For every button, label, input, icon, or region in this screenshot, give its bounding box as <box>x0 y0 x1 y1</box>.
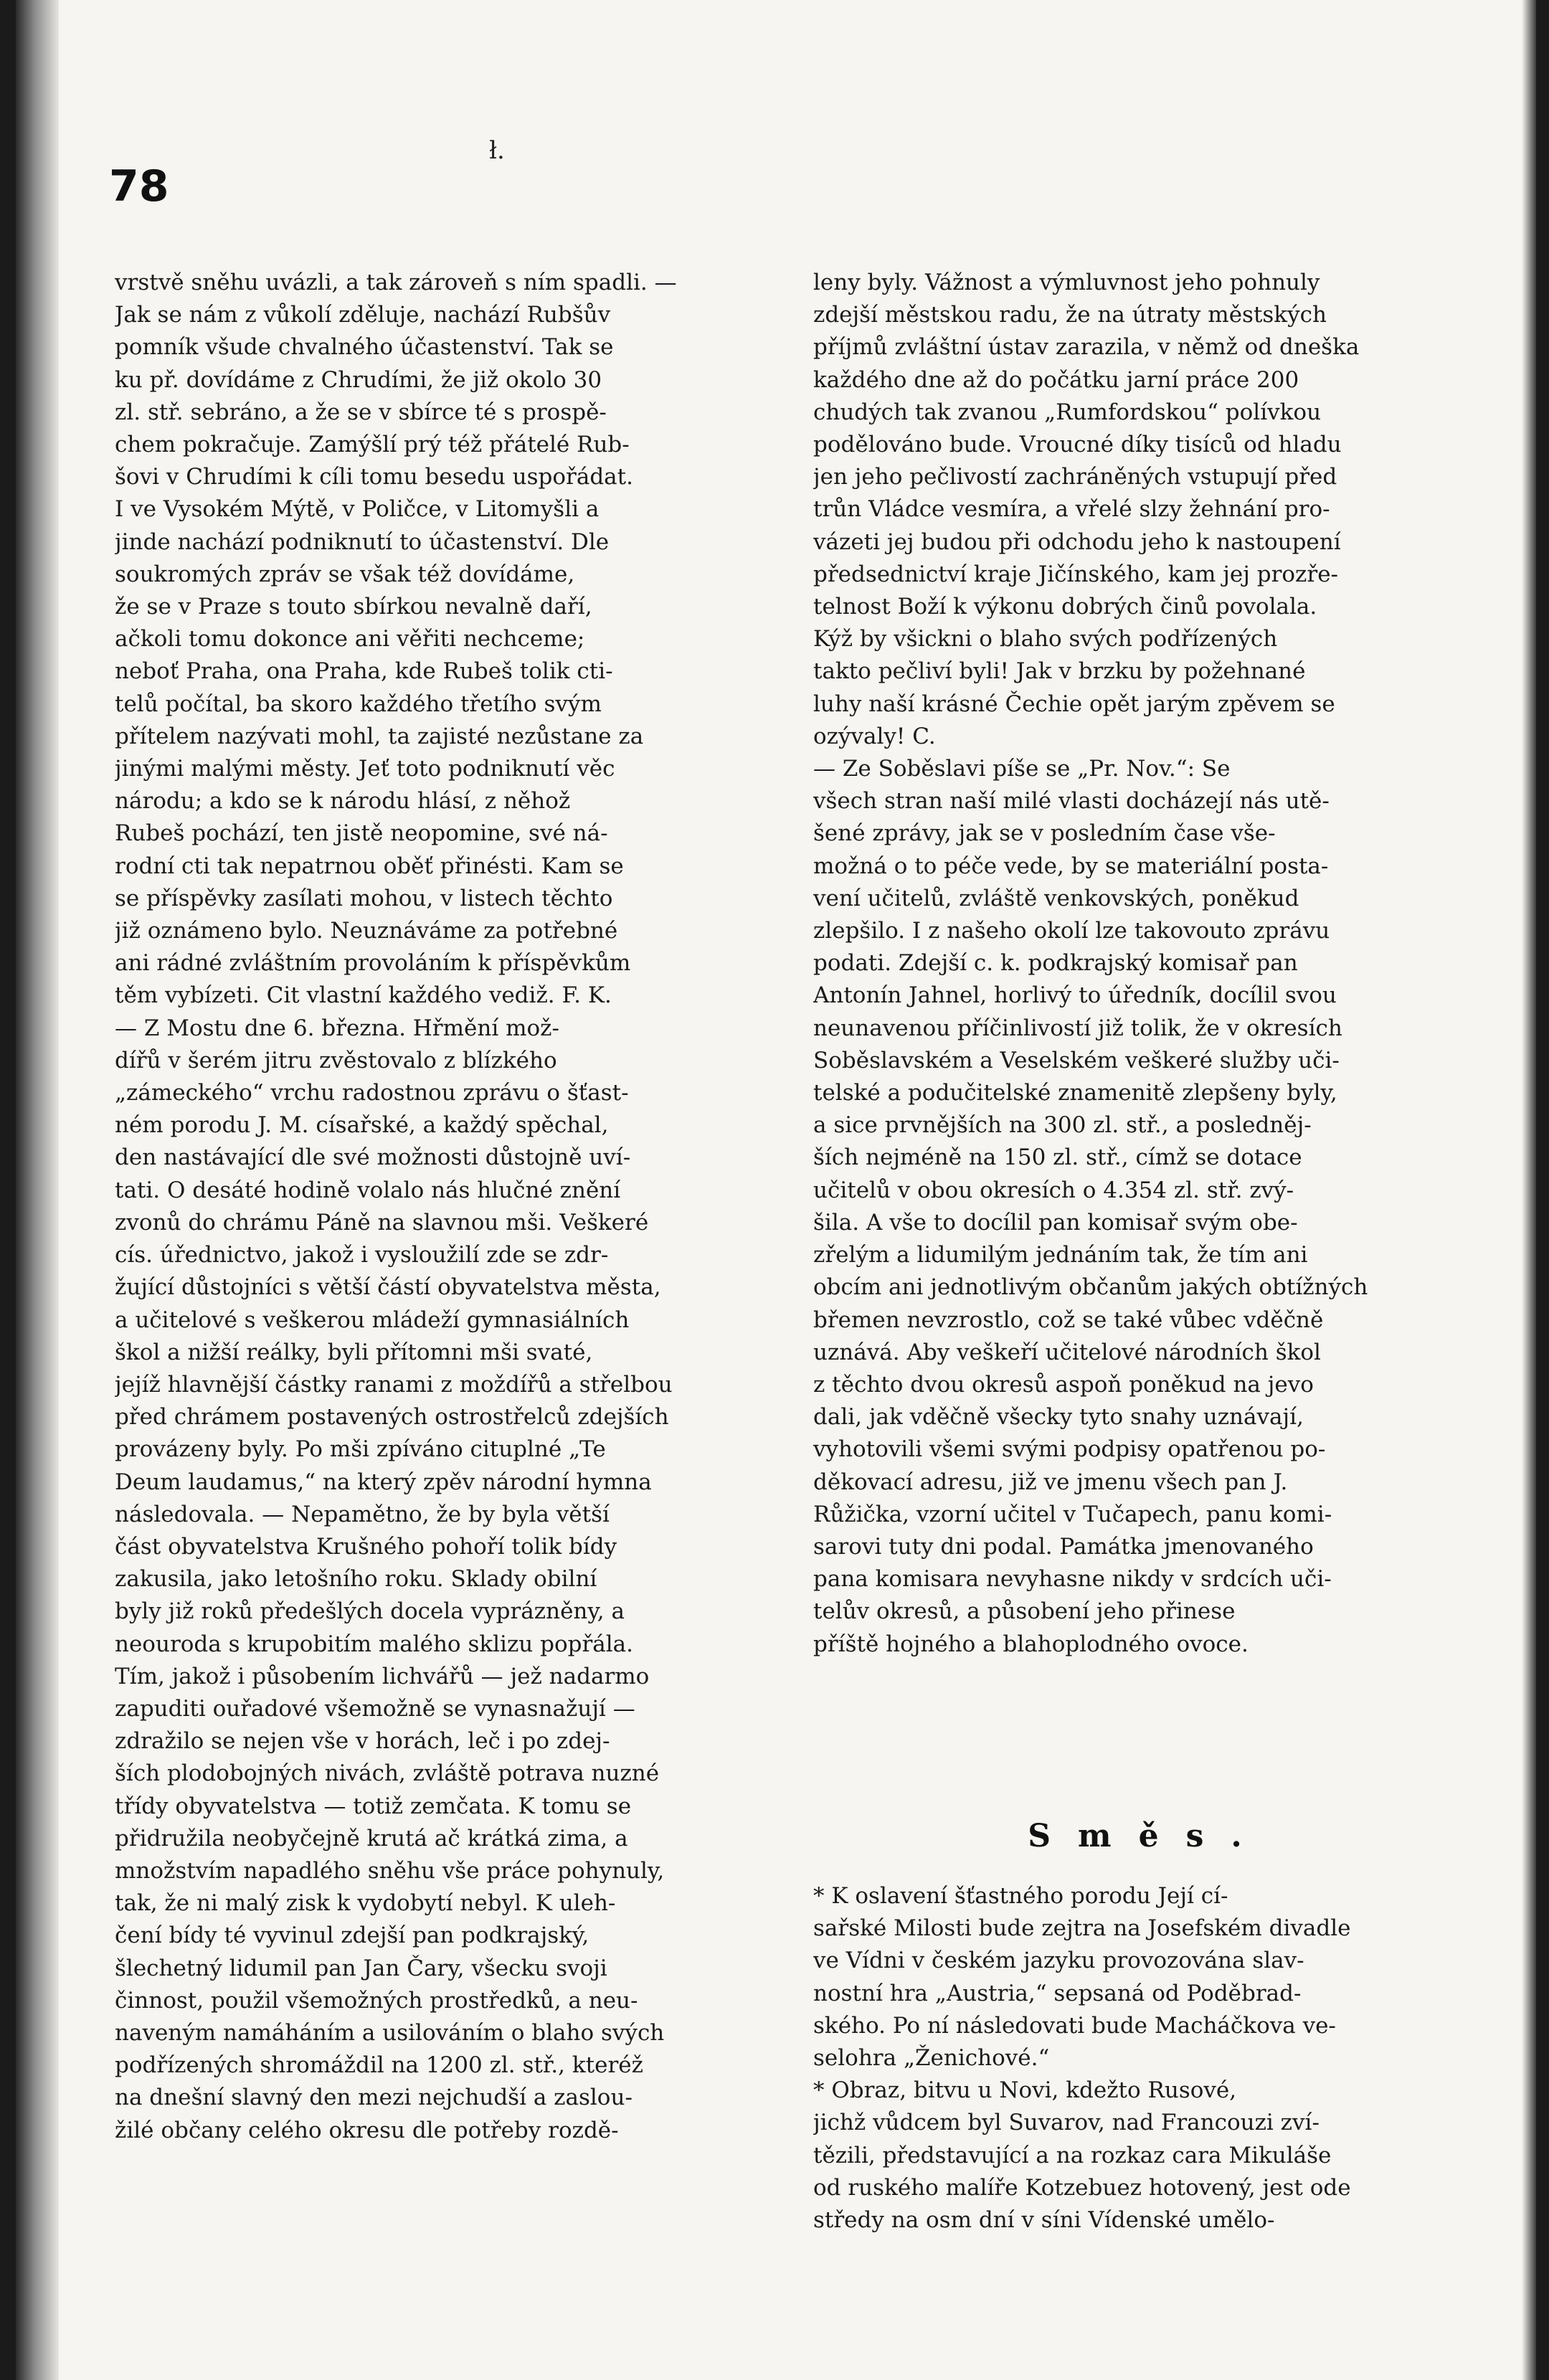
text-line: Tím, jakož i působením lichvářů — jež nadarmo <box>115 1663 650 1689</box>
text-line: leny byly. Vážnost a výmluvnost jeho pohnuly <box>813 270 1320 295</box>
text-line: od ruského malíře Kotzebuez hotovený, jest ode <box>813 2174 1351 2201</box>
text-line: šovi v Chrudími k cíli tomu besedu uspořádat. <box>115 464 633 490</box>
text-line: zdražilo se nejen vše v horách, leč i po zdej- <box>115 1728 610 1755</box>
text-line: ského. Po ní následovati bude Macháčkova ve- <box>813 2012 1336 2039</box>
page-number: 78 <box>109 161 169 212</box>
text-line: Jak se nám z vůkolí zděluje, nachází Rubšův <box>115 302 611 328</box>
text-line: zřelým a lidumilým jednáním tak, že tím ani <box>813 1242 1308 1269</box>
text-line: ku př. dovídáme z Chrudími, že již okolo 30 <box>115 366 602 393</box>
text-line: podřízených shromáždil na 1200 zl. stř., kteréž <box>115 2052 643 2079</box>
text-line: Rubeš pochází, ten jistě neopomine, své ná- <box>115 820 608 847</box>
text-line: provázeny byly. Po mši zpíváno cituplné „Te <box>115 1436 606 1463</box>
text-line: zakusila, jako letošního roku. Sklady obilní <box>115 1566 597 1593</box>
text-line: takto pečliví byli! Jak v brzku by požehnané <box>813 658 1306 685</box>
text-line: škol a nižší reálky, byli přítomni mši svaté, <box>115 1339 593 1365</box>
text-line: a učitelové s veškerou mládeží gymnasiálních <box>115 1307 630 1333</box>
text-line: pomník všude chvalného účastenství. Tak se <box>115 334 614 361</box>
text-line: přítelem nazývati mohl, ta zajisté nezůstane za <box>115 723 644 749</box>
text-line: podati. Zdejší c. k. podkrajský komisař pan <box>813 950 1298 977</box>
text-line: příště hojného a blahoplodného ovoce. <box>813 1631 1249 1657</box>
text-line: tězili, představující a na rozkaz cara Mikuláše <box>813 2142 1332 2168</box>
text-line: každého dne až do počátku jarní práce 200 <box>813 366 1299 393</box>
text-line: čení bídy té vyvinul zdejší pan podkrajský, <box>115 1923 589 1949</box>
text-line: ve Vídni v českém jazyku provozována slav- <box>813 1948 1304 1974</box>
text-line: žující důstojníci s větší částí obyvatelstva města, <box>115 1274 661 1301</box>
text-line: ném porodu J. M. císařské, a každý spěchal, <box>115 1112 609 1139</box>
text-line: selohra „Ženichové.“ <box>813 2045 1050 2072</box>
newspaper-page <box>16 0 1536 2380</box>
text-line: dířů v šerém jitru zvěstovalo z blízkého <box>115 1047 557 1073</box>
text-line: možná o to péče vede, by se materiální posta- <box>813 853 1329 879</box>
text-line: zapuditi ouřadové všemožně se vynasnažují — <box>115 1695 635 1722</box>
text-line: den nastávající dle své možnosti důstojně uví- <box>115 1144 631 1171</box>
text-line: ších nejméně na 150 zl. stř., címž se dotace <box>813 1144 1302 1171</box>
text-line: jejíž hlavnější částky ranami z moždířů a střelbou <box>115 1371 673 1398</box>
text-line: — Ze Soběslavi píše se „Pr. Nov.“: Se <box>813 756 1231 782</box>
text-line: národu; a kdo se k národu hlásí, z něhož <box>115 788 571 815</box>
text-line: vyhotovili všemi svými podpisy opatřenou po- <box>813 1436 1326 1463</box>
right-column-lower <box>813 1880 1484 2237</box>
text-line: telské a podučitelské znamenitě zlepšeny byly, <box>813 1080 1337 1106</box>
text-line: ších plodobojných nivách, zvláště potrava nuzné <box>115 1760 660 1787</box>
text-line: Kýž by všickni o blaho svých podřízených <box>813 626 1278 653</box>
text-line: „zámeckého“ vrchu radostnou zprávu o šťast- <box>115 1080 629 1106</box>
text-line: neunavenou příčinlivostí již tolik, že v okresích <box>813 1015 1342 1041</box>
text-line: jinde nachází podniknutí to účastenství. Dle <box>115 528 610 555</box>
text-line: část obyvatelstva Krušného pohoří tolik bídy <box>115 1533 617 1560</box>
text-line: třídy obyvatelstva — totiž zemčata. K tomu se <box>115 1793 632 1819</box>
text-line: podělováno bude. Vroucné díky tisíců od hladu <box>813 432 1342 458</box>
text-line: Soběslavském a Veselském veškeré služby uči- <box>813 1047 1340 1073</box>
left-column <box>115 267 796 2147</box>
text-line: žilé občany celého okresu dle potřeby rozdě- <box>115 2117 619 2143</box>
text-line: trůn Vládce vesmíra, a vřelé slzy žehnání pro- <box>813 496 1330 523</box>
text-line: telnost Boží k výkonu dobrých činů povolala. <box>813 594 1317 620</box>
text-line: jen jeho pečlivostí zachráněných vstupují před <box>813 464 1337 490</box>
text-line: činnost, použil všemožných prostředků, a neu- <box>115 1987 638 2014</box>
page-right-edge <box>1522 0 1536 2380</box>
text-line: Růžička, vzorní učitel v Tučapech, panu komi- <box>813 1501 1332 1527</box>
right-column <box>813 267 1484 1661</box>
text-line: telův okresů, a působení jeho přinese <box>813 1598 1236 1625</box>
text-line: ozývaly! C. <box>813 723 936 749</box>
text-line: chudých tak zvanou „Rumfordskou“ polívkou <box>813 399 1322 425</box>
text-line: všech stran naší milé vlasti docházejí nás utě- <box>813 788 1330 815</box>
text-line: luhy naší krásné Čechie opět jarým zpěvem se <box>813 691 1335 717</box>
text-line: naveným namáháním a usilováním o blaho svých <box>115 2019 665 2046</box>
text-line: zl. stř. sebráno, a že se v sbírce té s prospě- <box>115 399 607 425</box>
text-line: následovala. — Nepamětno, že by byla větší <box>115 1501 610 1527</box>
section-heading: Směs. <box>1028 1818 1269 1854</box>
text-line: těm vybízeti. Cit vlastní každého vediž. F. K. <box>115 982 612 1009</box>
text-line: středy na osm dní v síni Vídenské umělo- <box>813 2207 1275 2234</box>
text-line: I ve Vysokém Mýtě, v Poličce, v Litomyšli a <box>115 496 600 523</box>
text-line: vení učitelů, zvláště venkovských, poněkud <box>813 885 1299 911</box>
text-line: zvonů do chrámu Páně na slavnou mši. Veškeré <box>115 1209 649 1236</box>
text-line: byly již roků předešlých docela vyprázněny, a <box>115 1598 625 1625</box>
text-line: zdejší městskou radu, že na útraty městských <box>813 302 1327 328</box>
text-line: učitelů v obou okresích o 4.354 zl. stř. zvý- <box>813 1177 1294 1203</box>
text-line: tati. O desáté hodině volalo nás hlučné znění <box>115 1177 621 1203</box>
text-line: sarovi tuty dni podal. Památka jmenovaného <box>813 1533 1314 1560</box>
text-line: děkovací adresu, již ve jmenu všech pan J. <box>813 1469 1288 1495</box>
text-line: telů počítal, ba skoro každého třetího svým <box>115 691 602 717</box>
text-line: ani rádné zvláštním provoláním k příspěvkům <box>115 950 631 977</box>
text-line: se příspěvky zasílati mohou, v listech těchto <box>115 885 613 911</box>
text-line: cís. úřednictvo, jakož i vysloužilí zde se zdr- <box>115 1242 609 1269</box>
text-line: tak, že ni malý zisk k vydobytí nebyl. K uleh- <box>115 1890 616 1917</box>
text-line: množstvím napadlého sněhu vše práce pohynuly, <box>115 1857 665 1884</box>
text-line: vázeti jej budou při odchodu jeho k nastoupení <box>813 528 1341 555</box>
text-line: před chrámem postavených ostrostřelců zdejších <box>115 1404 669 1431</box>
text-line: vrstvě sněhu uvázli, a tak zároveň s ním spadli. — <box>115 270 677 295</box>
text-line: rodní cti tak nepatrnou oběť přinésti. Kam se <box>115 853 624 879</box>
text-line: břemen nevzrostlo, což se také vůbec vděčně <box>813 1307 1324 1333</box>
text-line: zlepšilo. I z našeho okolí lze takovouto zprávu <box>813 918 1330 944</box>
margin-mark: ł. <box>489 136 505 165</box>
text-line: a sice prvnějších na 300 zl. stř., a posledněj- <box>813 1112 1312 1139</box>
text-line: na dnešní slavný den mezi nejchudší a zaslou- <box>115 2085 633 2111</box>
text-line: neboť Praha, ona Praha, kde Rubeš tolik cti- <box>115 658 613 685</box>
text-line: — Z Mostu dne 6. března. Hřmění mož- <box>115 1015 559 1041</box>
text-line: uznává. Aby veškeří učitelové národních škol <box>813 1339 1321 1365</box>
binding-edge <box>16 0 59 2380</box>
text-line: že se v Praze s touto sbírkou nevalně daří, <box>115 594 592 620</box>
text-line: Antonín Jahnel, horlivý to úředník, docílil svou <box>813 982 1337 1009</box>
text-line: z těchto dvou okresů aspoň poněkud na jevo <box>813 1371 1314 1398</box>
text-line: přidružila neobyčejně krutá ač krátká zima, a <box>115 1825 628 1852</box>
text-line: sařské Milosti bude zejtra na Josefském divadle <box>813 1915 1351 1942</box>
text-line: obcím ani jednotlivým občanům jakých obtížných <box>813 1274 1368 1301</box>
text-line: jinými malými městy. Jeť toto podniknutí věc <box>115 756 615 782</box>
text-line: * K oslavení šťastného porodu Její cí- <box>813 1883 1228 1909</box>
text-line: dali, jak vděčně všecky tyto snahy uznávají, <box>813 1404 1304 1431</box>
text-line: šené zprávy, jak se v posledním čase vše- <box>813 820 1276 847</box>
text-line: soukromých zpráv se však též dovídáme, <box>115 561 575 587</box>
text-line: předsednictví kraje Jičínského, kam jej prozře- <box>813 561 1339 587</box>
text-line: Deum laudamus,“ na který zpěv národní hymna <box>115 1469 652 1495</box>
text-line: pana komisara nevyhasne nikdy v srdcích uči- <box>813 1566 1332 1593</box>
text-line: již oznámeno bylo. Neuznáváme za potřebné <box>115 918 618 944</box>
text-line: jichž vůdcem byl Suvarov, nad Francouzi zví- <box>813 2110 1320 2136</box>
text-line: chem pokračuje. Zamýšlí prý též přátelé Rub- <box>115 432 630 458</box>
text-line: šlechetný lidumil pan Jan Čary, všecku svoji <box>115 1955 607 1981</box>
text-line: šila. A vše to docílil pan komisař svým obe- <box>813 1209 1298 1236</box>
text-line: příjmů zvláštní ústav zarazila, v němž od dneška <box>813 334 1360 361</box>
text-line: ačkoli tomu dokonce ani věřiti nechceme; <box>115 626 585 653</box>
text-line: neouroda s krupobitím malého sklizu popřála. <box>115 1631 634 1657</box>
text-line: nostní hra „Austria,“ sepsaná od Poděbrad- <box>813 1980 1302 2006</box>
text-line: * Obraz, bitvu u Novi, kdežto Rusové, <box>813 2077 1237 2104</box>
